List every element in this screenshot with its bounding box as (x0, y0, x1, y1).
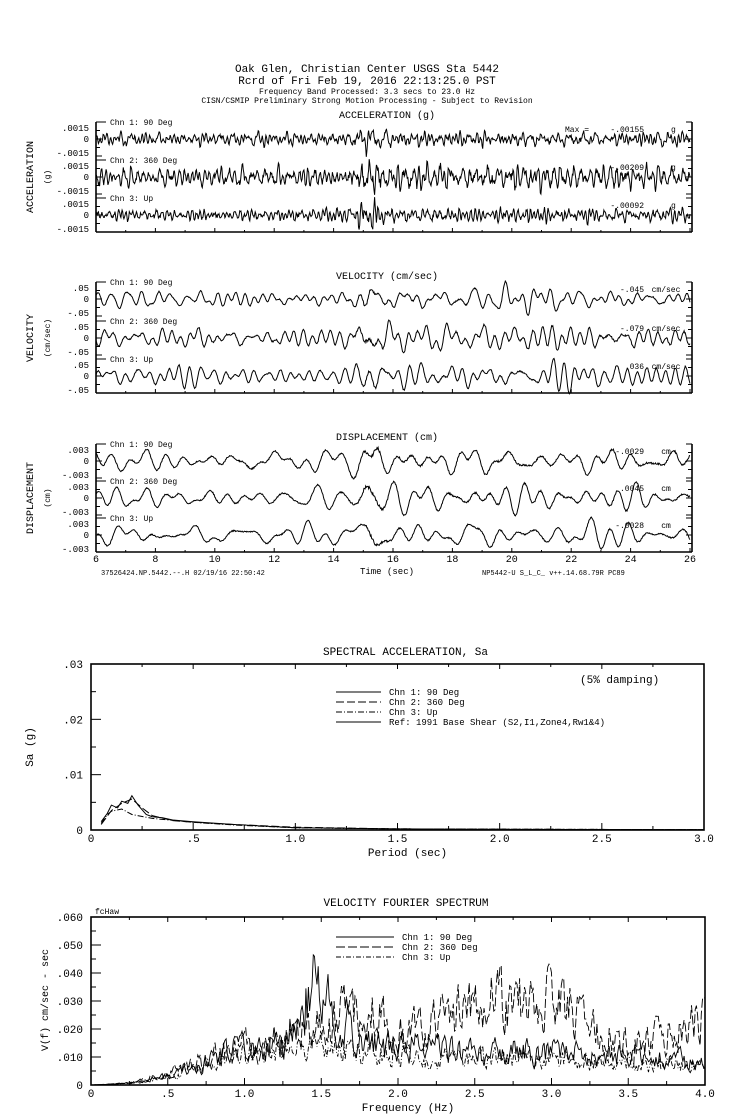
peak-value: -.079 (619, 325, 644, 334)
y-axis-label: Sa (g) (25, 727, 37, 767)
x-axis-label: Time (sec) (359, 567, 415, 577)
peak-unit: g (671, 202, 676, 211)
waveform-trace (96, 159, 690, 195)
channel-label: Chn 2: 360 Deg (110, 157, 178, 166)
peak-unit: cm/sec (651, 286, 681, 295)
x-tick-label: 26 (683, 555, 697, 566)
channel-label: Chn 3: Up (110, 356, 154, 365)
x-tick-label: 0 (87, 1089, 95, 1101)
y-tick-label: .03 (63, 660, 83, 672)
panel-title: VELOCITY (cm/sec) (335, 272, 439, 283)
legend-label: Chn 3: Up (402, 953, 451, 963)
x-tick-label: 22 (565, 555, 578, 566)
series-line (91, 964, 705, 1085)
channel-label: Chn 1: 90 Deg (110, 441, 173, 450)
y-axis-unit: (g) (44, 169, 53, 185)
record-time: Rcrd of Fri Feb 19, 2016 22:13:25.0 PST (238, 76, 496, 88)
legend-label: Chn 1: 90 Deg (402, 933, 473, 943)
y-tick-label: 0 (83, 211, 89, 221)
x-tick-label: 10 (208, 555, 221, 566)
waveform-trace (96, 517, 690, 549)
y-tick-label: .003 (67, 446, 89, 456)
frequency-band: Frequency Band Processed: 3.3 secs to 23.0 Hz (258, 88, 476, 97)
y-tick-label: -.0015 (56, 225, 89, 235)
y-axis-label: VELOCITY (26, 313, 37, 363)
series-line (101, 809, 704, 830)
time-history-plots (26, 110, 696, 578)
peak-value: -.0029 (615, 448, 644, 457)
fourier-spectrum-chart (40, 898, 715, 1115)
y-tick-label: 0 (83, 457, 89, 467)
y-tick-label: .05 (72, 323, 89, 333)
x-tick-label: 1.0 (285, 834, 306, 846)
channel-1 (57, 119, 692, 159)
x-tick-label: 3.0 (694, 834, 714, 846)
waveform-trace (96, 197, 690, 229)
y-tick-label: .0015 (61, 124, 89, 134)
legend-label: Ref: 1991 Base Shear (S2,I1,Zone4,Rw1&4) (389, 718, 606, 728)
x-tick-label: 20 (505, 555, 518, 566)
y-axis-label: V(f) cm/sec - sec (41, 948, 52, 1052)
channel-3 (57, 195, 692, 235)
series-line (101, 796, 704, 830)
y-tick-label: .030 (56, 997, 83, 1009)
waveform-trace (96, 448, 690, 479)
x-tick-label: 3.0 (541, 1089, 562, 1101)
y-tick-label: -.003 (61, 508, 89, 518)
y-tick-label: 0 (83, 295, 89, 305)
x-tick-label: 2.5 (464, 1089, 485, 1101)
chart-title: SPECTRAL ACCELERATION, Sa (322, 647, 489, 659)
panel-title: ACCELERATION (g) (338, 111, 436, 122)
panel-displacement (26, 432, 696, 578)
y-tick-label: .010 (56, 1053, 83, 1065)
y-tick-label: .040 (56, 969, 83, 981)
waveform-trace (96, 281, 690, 315)
max-label: Max = (565, 126, 590, 135)
y-tick-label: .060 (56, 913, 83, 925)
legend-label: Chn 1: 90 Deg (389, 688, 460, 698)
channel-2 (67, 318, 692, 358)
peak-unit: g (671, 164, 676, 173)
panel-velocity (26, 271, 692, 396)
channel-label: Chn 3: Up (110, 515, 154, 524)
panel-title: DISPLACEMENT (cm) (335, 433, 439, 444)
peak-value: -.00209 (610, 164, 644, 173)
channel-2 (57, 157, 692, 197)
x-tick-label: 4.0 (695, 1089, 715, 1101)
series-line (101, 799, 704, 830)
y-tick-label: 0 (83, 334, 89, 344)
peak-value: -.00155 (610, 126, 644, 135)
y-tick-label: .01 (63, 770, 83, 783)
channel-label: Chn 1: 90 Deg (110, 119, 173, 128)
peak-unit: cm/sec (651, 325, 681, 334)
y-axis-label: ACCELERATION (26, 140, 37, 214)
x-tick-label: 8 (152, 555, 159, 566)
x-tick-label: 1.0 (234, 1089, 255, 1101)
spectral-acceleration-chart (25, 647, 714, 860)
y-tick-label: -.0015 (56, 149, 89, 159)
processing-note: CISN/CSMIP Preliminary Strong Motion Processing - Subject to Revision (201, 97, 533, 106)
x-axis-label: Frequency (Hz) (361, 1103, 455, 1115)
peak-value: -.0028 (615, 522, 644, 531)
y-tick-label: .020 (56, 1025, 83, 1037)
x-tick-label: 1.5 (311, 1089, 332, 1101)
x-tick-label: 2.5 (591, 834, 612, 846)
x-tick-label: 16 (386, 555, 400, 566)
channel-label: Chn 2: 360 Deg (110, 478, 178, 487)
x-tick-label: 1.5 (387, 834, 408, 846)
y-tick-label: .02 (63, 715, 83, 728)
y-tick-label: .05 (72, 361, 89, 371)
peak-value: -.00092 (610, 202, 644, 211)
legend-label: Chn 3: Up (389, 708, 438, 718)
peak-unit: cm (661, 522, 671, 531)
waveform-trace (96, 358, 690, 394)
station-title: Oak Glen, Christian Center USGS Sta 5442 (234, 64, 500, 76)
damping-note: (5% damping) (580, 675, 660, 687)
y-axis-unit: (cm/sec) (44, 318, 53, 358)
y-tick-label: .05 (72, 284, 89, 294)
y-tick-label: -.05 (67, 309, 89, 319)
x-tick-label: .5 (186, 834, 200, 846)
y-tick-label: -.003 (61, 545, 89, 555)
y-tick-label: .0015 (61, 162, 89, 172)
chart-title: VELOCITY FOURIER SPECTRUM (323, 898, 489, 910)
y-tick-label: -.05 (67, 386, 89, 396)
x-tick-label: 14 (327, 555, 340, 566)
channel-1 (67, 279, 692, 319)
y-tick-label: .050 (56, 941, 83, 953)
y-tick-label: -.05 (67, 348, 89, 358)
y-tick-label: 0 (76, 826, 83, 838)
corner-label: fcHaw (95, 908, 120, 917)
peak-unit: cm (661, 448, 671, 457)
x-tick-label: 3.5 (618, 1089, 639, 1101)
y-tick-label: 0 (76, 1081, 83, 1093)
channel-label: Chn 1: 90 Deg (110, 279, 173, 288)
footer-left: 37526424.NP.5442.--.H 02/19/16 22:50:42 (101, 570, 265, 578)
y-tick-label: 0 (83, 173, 89, 183)
y-tick-label: 0 (83, 135, 89, 145)
peak-value: -.045 (619, 286, 644, 295)
x-tick-label: 6 (92, 555, 100, 566)
x-tick-label: .5 (161, 1089, 175, 1101)
channel-label: Chn 2: 360 Deg (110, 318, 178, 327)
peak-value: .0045 (619, 485, 644, 494)
channel-3 (62, 515, 692, 555)
legend-label: Chn 2: 360 Deg (402, 943, 478, 953)
x-tick-label: 12 (268, 555, 281, 566)
y-tick-label: -.003 (61, 471, 89, 481)
report-header (201, 64, 532, 106)
y-tick-label: 0 (83, 372, 89, 382)
footer-right: NP5442-U S_L_C_ v++.14.68.79R PC89 (482, 570, 625, 578)
x-axis-label: Period (sec) (367, 848, 448, 860)
y-tick-label: .003 (67, 520, 89, 530)
waveform-trace (96, 481, 690, 516)
waveform-trace (96, 320, 690, 353)
waveform-trace (96, 129, 690, 156)
y-tick-label: 0 (83, 531, 89, 541)
channel-3 (67, 356, 692, 396)
y-axis-label: DISPLACEMENT (26, 461, 37, 535)
channel-1 (62, 441, 692, 481)
x-tick-label: 24 (624, 555, 637, 566)
channel-2 (62, 478, 692, 518)
peak-unit: cm (661, 485, 671, 494)
legend-label: Chn 2: 360 Deg (389, 698, 465, 708)
y-tick-label: 0 (83, 494, 89, 504)
y-tick-label: -.0015 (56, 187, 89, 197)
channel-label: Chn 3: Up (110, 195, 154, 204)
y-tick-label: .0015 (61, 200, 89, 210)
panel-acceleration (26, 110, 692, 235)
peak-unit: g (671, 126, 676, 135)
x-tick-label: 2.0 (489, 834, 510, 846)
x-tick-label: 2.0 (388, 1089, 408, 1101)
peak-value: .036 (624, 363, 644, 372)
y-tick-label: .003 (67, 483, 89, 493)
y-axis-unit: (cm) (44, 488, 53, 508)
x-tick-label: 0 (87, 834, 95, 846)
x-tick-label: 18 (446, 555, 459, 566)
peak-unit: cm/sec (651, 363, 681, 372)
